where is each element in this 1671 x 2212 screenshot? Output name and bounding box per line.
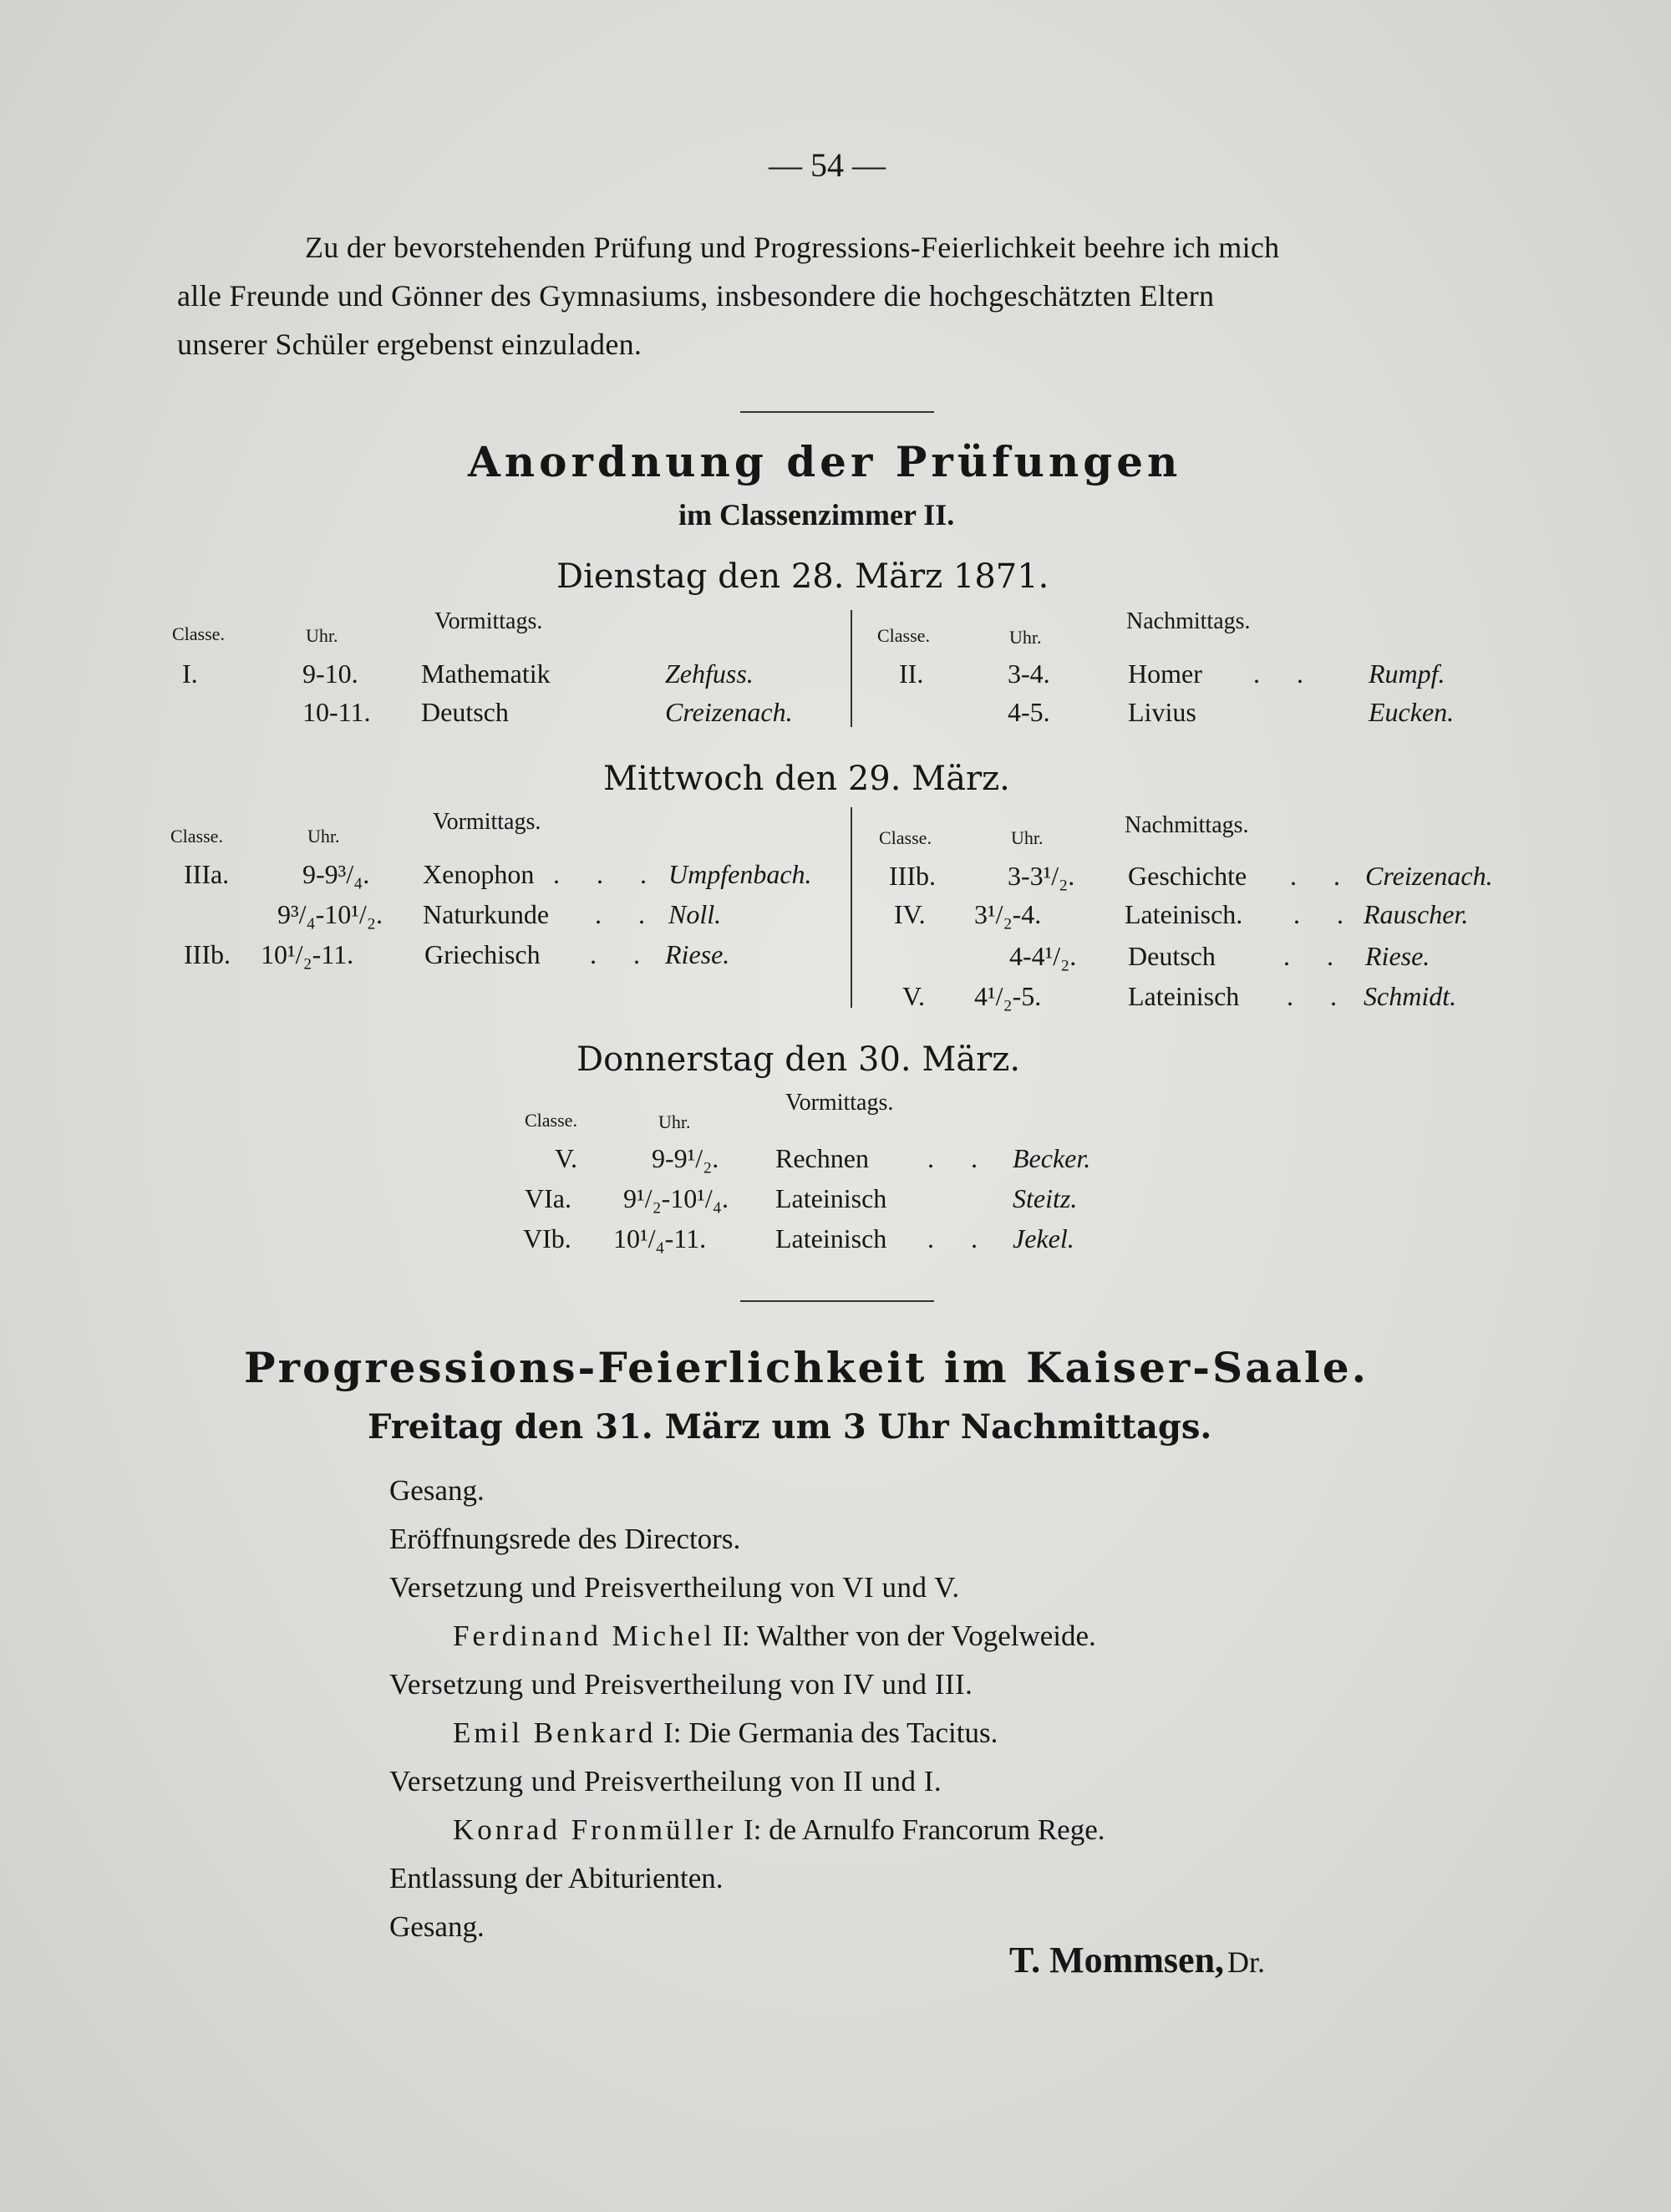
schedule-subject: Lateinisch. (1125, 899, 1243, 929)
column-divider (851, 610, 852, 727)
schedule-time: 9-9¹/₂. (652, 1143, 719, 1173)
schedule-subject: Deutsch (421, 697, 509, 727)
label-vormittags: Vormittags. (785, 1090, 894, 1116)
schedule-teacher: Schmidt. (1364, 981, 1457, 1011)
program-item: Versetzung und Preisvertheilung von IV und III. (389, 1668, 973, 1701)
intro-line-2: alle Freunde und Gönner des Gymnasiums, insbesondere die hochgeschätzten Eltern (177, 279, 1215, 313)
schedule-dots: . . (1290, 861, 1355, 891)
schedule-dots: . . (1283, 941, 1348, 971)
program-item (453, 1815, 1105, 1844)
schedule-classe: IIIa. (184, 859, 230, 889)
schedule-dots: . . (1293, 899, 1359, 929)
divider-mid (740, 1300, 934, 1302)
schedule-time: 3-4. (1008, 659, 1050, 689)
schedule-time: 9-9³/₄. (302, 859, 370, 889)
schedule-classe: II. (899, 659, 924, 689)
schedule-teacher: Umpfenbach. (668, 859, 812, 889)
schedule-dots: . . (595, 899, 660, 929)
schedule-subject: Geschichte (1128, 861, 1247, 891)
schedule-classe: IV. (894, 899, 926, 929)
label-uhr: Uhr. (1009, 627, 1042, 648)
speaker-name: Ferdinand Michel (453, 1620, 715, 1652)
schedule-time: 9-10. (302, 659, 358, 689)
schedule-subject: Livius (1128, 697, 1196, 727)
program-item: Gesang. (389, 1474, 485, 1507)
label-vormittags: Vormittags. (434, 608, 543, 634)
signature (1009, 1942, 1265, 1979)
schedule-dots: . . (927, 1143, 993, 1173)
schedule-subject: Deutsch (1128, 941, 1216, 971)
day-title-wednesday: Mittwoch den 29. März. (603, 760, 1010, 798)
schedule-time: 4-4¹/₂. (1009, 941, 1077, 971)
schedule-classe: V. (902, 981, 925, 1011)
schedule-dots: . . (1253, 659, 1318, 689)
speaker-topic: I: de Arnulfo Francorum Rege. (743, 1813, 1105, 1846)
ceremony-date: Freitag den 31. März um 3 Uhr Nachmittags. (368, 1407, 1212, 1447)
schedule-time: 10-11. (302, 697, 371, 727)
speaker-name: Emil Benkard (453, 1716, 657, 1749)
schedule-teacher: Creizenach. (1365, 861, 1493, 891)
schedule-teacher: Rauscher. (1364, 899, 1469, 929)
program-item: Versetzung und Preisvertheilung von II und I. (389, 1765, 942, 1798)
schedule-teacher: Becker. (1013, 1143, 1091, 1173)
schedule-classe: IIIb. (184, 939, 231, 969)
signature-title: Dr. (1227, 1945, 1266, 1979)
schedule-subject: Lateinisch (1128, 981, 1240, 1011)
schedule-classe: VIb. (523, 1223, 571, 1253)
label-classe: Classe. (172, 623, 225, 644)
schedule-classe: VIa. (525, 1183, 571, 1213)
schedule-subject: Naturkunde (423, 899, 550, 929)
schedule-classe: I. (182, 659, 198, 689)
page-title: Anordnung der Prüfungen (468, 437, 1182, 486)
schedule-teacher: Rumpf. (1369, 659, 1445, 689)
schedule-dots: . . . (553, 859, 662, 889)
ceremony-title: Progressions-Feierlichkeit im Kaiser-Saale. (244, 1343, 1369, 1392)
divider-top (740, 411, 934, 413)
intro-line-1: Zu der bevorstehenden Prüfung und Progressions-Feierlichkeit beehre ich mich (305, 231, 1280, 264)
schedule-dots: . . (927, 1223, 993, 1253)
schedule-subject: Rechnen (775, 1143, 869, 1173)
schedule-teacher: Steitz. (1013, 1183, 1078, 1213)
label-uhr: Uhr. (658, 1111, 691, 1132)
label-classe: Classe. (525, 1110, 577, 1131)
speaker-topic: I: Die Germania des Tacitus. (663, 1716, 998, 1749)
program-item: Eröffnungsrede des Directors. (389, 1523, 741, 1555)
label-nachmittags: Nachmittags. (1126, 608, 1251, 634)
schedule-teacher: Jekel. (1013, 1223, 1074, 1253)
schedule-dots: . . (590, 939, 655, 969)
program-item (453, 1718, 998, 1747)
schedule-time: 4¹/₂-5. (974, 981, 1042, 1011)
intro-line-3: unserer Schüler ergebenst einzuladen. (177, 328, 642, 361)
schedule-time: 10¹/₄-11. (613, 1223, 707, 1253)
schedule-time: 3-3¹/₂. (1008, 861, 1075, 891)
program-item: Versetzung und Preisvertheilung von VI und V. (389, 1571, 960, 1604)
schedule-subject: Homer (1128, 659, 1202, 689)
program-item: Entlassung der Abiturienten. (389, 1862, 724, 1894)
program-item (453, 1621, 1096, 1650)
label-uhr: Uhr. (1011, 827, 1044, 848)
schedule-subject: Mathematik (421, 659, 551, 689)
schedule-teacher: Riese. (1365, 941, 1430, 971)
label-uhr: Uhr. (306, 625, 338, 646)
label-classe: Classe. (879, 827, 932, 848)
label-classe: Classe. (877, 625, 930, 646)
page-subtitle: im Classenzimmer II. (678, 498, 955, 531)
schedule-subject: Lateinisch (775, 1183, 887, 1213)
schedule-teacher: Noll. (668, 899, 722, 929)
schedule-time: 3¹/₂-4. (974, 899, 1042, 929)
label-uhr: Uhr. (307, 826, 340, 847)
page-number: — 54 — (769, 146, 886, 184)
schedule-time: 9³/₄-10¹/₂. (277, 899, 383, 929)
day-title-thursday: Donnerstag den 30. März. (576, 1040, 1021, 1079)
schedule-teacher: Eucken. (1369, 697, 1455, 727)
schedule-subject: Xenophon (423, 859, 535, 889)
schedule-time: 4-5. (1008, 697, 1050, 727)
label-vormittags: Vormittags. (433, 809, 541, 835)
signature-name: T. Mommsen, (1009, 1940, 1225, 1981)
schedule-subject: Griechisch (424, 939, 541, 969)
schedule-time: 10¹/₂-11. (261, 939, 354, 969)
schedule-classe: V. (555, 1143, 577, 1173)
schedule-teacher: Zehfuss. (665, 659, 754, 689)
schedule-subject: Lateinisch (775, 1223, 887, 1253)
label-classe: Classe. (170, 826, 223, 847)
speaker-name: Konrad Fronmüller (453, 1813, 737, 1846)
schedule-classe: IIIb. (889, 861, 936, 891)
day-title-tuesday: Dienstag den 28. März 1871. (556, 557, 1049, 596)
speaker-topic: II: Walther von der Vogelweide. (722, 1620, 1096, 1652)
column-divider (851, 807, 852, 1008)
schedule-teacher: Riese. (665, 939, 730, 969)
schedule-time: 9¹/₂-10¹/₄. (623, 1183, 729, 1213)
schedule-teacher: Creizenach. (665, 697, 793, 727)
label-nachmittags: Nachmittags. (1125, 812, 1249, 838)
schedule-dots: . . (1287, 981, 1352, 1011)
program-item: Gesang. (389, 1910, 485, 1943)
